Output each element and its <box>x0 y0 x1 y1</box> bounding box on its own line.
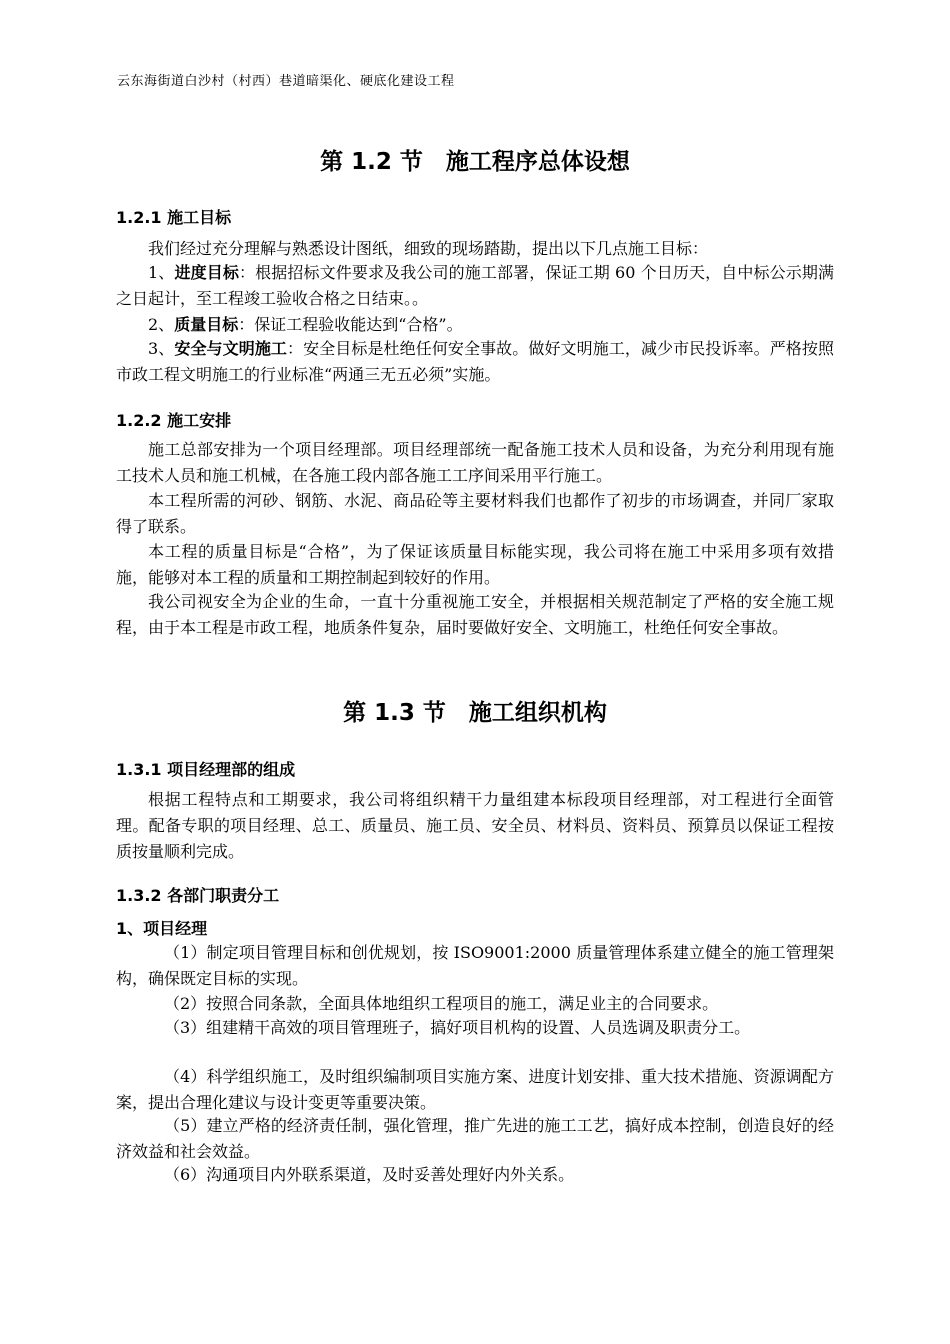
duty-item-4: （4）科学组织施工，及时组织编制项目实施方案、进度计划安排、重大技术措施、资源调配方案，提出合理化建议与设计变更等重要决策。 <box>116 1067 834 1112</box>
paragraph-arrangement-3: 本工程的质量目标是“合格”，为了保证该质量目标能实现，我公司将在施工中采用多项有效措施，能够对本工程的质量和工期控制起到较好的作用。 <box>116 542 834 587</box>
subsection-title-1-3-1: 1.3.1 项目经理部的组成 <box>116 760 296 779</box>
paragraph-dept-composition: 根据工程特点和工期要求，我公司将组织精干力量组建本标段项目经理部，对工程进行全面管理。配备专职的项目经理、总工、质量员、施工员、安全员、材料员、资料员、预算员以保证工程按质按量顺利完成。 <box>116 790 834 861</box>
goal-schedule-prefix: 1、 <box>148 263 175 282</box>
section-title-1-2: 第 1.2 节 施工程序总体设想 <box>320 149 630 175</box>
page-header: 云东海街道白沙村（村西）巷道暗渠化、硬底化建设工程 <box>117 74 455 89</box>
paragraph-goal-schedule <box>116 260 834 312</box>
subsection-title-1-3-2: 1.3.2 各部门职责分工 <box>116 886 280 905</box>
paragraph-goal-safety <box>116 336 834 388</box>
goal-safety-label: 安全与文明施工 <box>174 339 288 358</box>
subsection-title-1-2-1: 1.2.1 施工目标 <box>116 208 232 227</box>
duty-item-5: （5）建立严格的经济责任制，强化管理，推广先进的施工工艺，搞好成本控制，创造良好的经济效益和社会效益。 <box>116 1116 834 1161</box>
paragraph-arrangement-2: 本工程所需的河砂、钢筋、水泥、商品砼等主要材料我们也都作了初步的市场调查，并同厂家取得了联系。 <box>116 491 834 536</box>
goal-schedule-label: 进度目标 <box>174 263 239 282</box>
goal-schedule-text: ：根据招标文件要求及我公司的施工部署，保证工期 60 个日历天，自中标公示期满之日起计，至工程竣工验收合格之日结束。。 <box>116 263 834 308</box>
goal-safety-prefix: 3、 <box>148 339 175 358</box>
goal-quality-prefix: 2、 <box>148 315 175 334</box>
paragraph-arrangement-4: 我公司视安全为企业的生命，一直十分重视施工安全，并根据相关规范制定了严格的安全施工规程，由于本工程是市政工程，地质条件复杂，届时要做好安全、文明施工，杜绝任何安全事故。 <box>116 592 834 637</box>
subsection-title-1-2-2: 1.2.2 施工安排 <box>116 411 232 430</box>
duty-item-6: （6）沟通项目内外联系渠道，及时妥善处理好内外关系。 <box>164 1165 575 1184</box>
role-title-project-manager: 1、项目经理 <box>116 919 208 938</box>
duty-item-1: （1）制定项目管理目标和创优规划，按 ISO9001:2000 质量管理体系建立健全的施工管理架构，确保既定目标的实现。 <box>116 943 834 988</box>
paragraph-goals-intro: 我们经过充分理解与熟悉设计图纸，细致的现场踏勘，提出以下几点施工目标： <box>148 239 709 258</box>
goal-quality-label: 质量目标 <box>174 315 239 334</box>
paragraph-arrangement-1: 施工总部安排为一个项目经理部。项目经理部统一配备施工技术人员和设备，为充分利用现有施工技术人员和施工机械，在各施工段内部各施工工序间采用平行施工。 <box>116 440 834 485</box>
duty-item-3: （3）组建精干高效的项目管理班子，搞好项目机构的设置、人员选调及职责分工。 <box>164 1018 751 1037</box>
goal-quality-text: ：保证工程验收能达到“合格”。 <box>238 315 463 334</box>
section-title-1-3: 第 1.3 节 施工组织机构 <box>343 700 607 726</box>
goal-safety-text: ：安全目标是杜绝任何安全事故。做好文明施工，减少市民投诉率。严格按照市政工程文明施工的行业标准“两通三无五必须”实施。 <box>116 339 834 384</box>
duty-item-2: （2）按照合同条款，全面具体地组织工程项目的施工，满足业主的合同要求。 <box>164 994 719 1013</box>
paragraph-goal-quality <box>116 312 834 338</box>
